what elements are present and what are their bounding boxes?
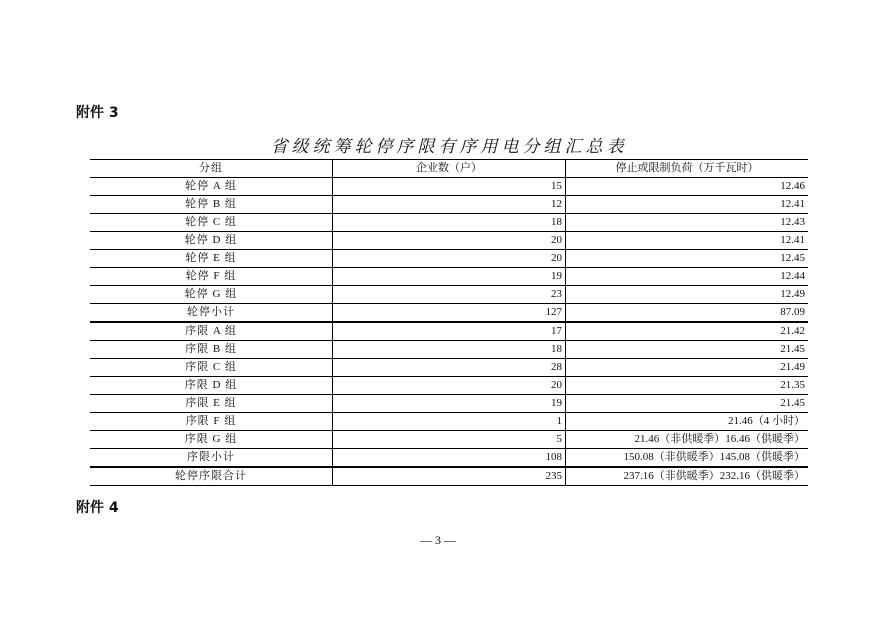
cell-group: 序限 B 组 <box>90 341 333 359</box>
table-row <box>90 268 808 286</box>
table-row <box>90 250 808 268</box>
cell-count: 5 <box>333 431 566 449</box>
cell-load: 12.41 <box>566 196 809 214</box>
attachment-label-3: 附件 3 <box>76 105 119 121</box>
cell-count: 108 <box>333 449 566 468</box>
table-row <box>90 322 808 341</box>
cell-count: 20 <box>333 377 566 395</box>
cell-group: 轮停 B 组 <box>90 196 333 214</box>
cell-group: 轮停 C 组 <box>90 214 333 232</box>
cell-group: 轮停序限合计 <box>90 467 333 486</box>
cell-count: 15 <box>333 178 566 196</box>
cell-load: 21.45 <box>566 395 809 413</box>
table-row <box>90 395 808 413</box>
cell-group: 序限 A 组 <box>90 322 333 341</box>
cell-group: 轮停 A 组 <box>90 178 333 196</box>
table-row <box>90 431 808 449</box>
cell-count: 28 <box>333 359 566 377</box>
cell-count: 18 <box>333 214 566 232</box>
cell-count: 12 <box>333 196 566 214</box>
summary-table <box>90 159 808 486</box>
cell-group: 序限 D 组 <box>90 377 333 395</box>
cell-load: 12.46 <box>566 178 809 196</box>
cell-load: 237.16（非供暖季）232.16（供暖季） <box>566 467 809 486</box>
cell-count: 17 <box>333 322 566 341</box>
table-row <box>90 214 808 232</box>
cell-load: 21.42 <box>566 322 809 341</box>
cell-group: 序限 G 组 <box>90 431 333 449</box>
table-row <box>90 341 808 359</box>
page-number: — 3 — <box>420 533 456 547</box>
cell-load: 12.43 <box>566 214 809 232</box>
column-header-load: 停止或限制负荷（万千瓦时） <box>566 160 809 178</box>
cell-load: 12.45 <box>566 250 809 268</box>
cell-load: 87.09 <box>566 304 809 323</box>
cell-load: 12.41 <box>566 232 809 250</box>
table-row <box>90 196 808 214</box>
table-row <box>90 467 808 486</box>
cell-count: 127 <box>333 304 566 323</box>
cell-load: 12.49 <box>566 286 809 304</box>
cell-load: 21.46（4 小时） <box>566 413 809 431</box>
column-header-group: 分组 <box>90 160 333 178</box>
cell-load: 21.46（非供暖季）16.46（供暖季） <box>566 431 809 449</box>
cell-load: 21.49 <box>566 359 809 377</box>
attachment-label-4: 附件 4 <box>76 500 119 516</box>
table-row <box>90 413 808 431</box>
cell-load: 150.08（非供暖季）145.08（供暖季） <box>566 449 809 468</box>
cell-count: 19 <box>333 268 566 286</box>
table-title: 省级统筹轮停序限有序用电分组汇总表 <box>270 137 628 157</box>
cell-group: 轮停 D 组 <box>90 232 333 250</box>
cell-group: 轮停 E 组 <box>90 250 333 268</box>
cell-count: 20 <box>333 232 566 250</box>
table-row <box>90 377 808 395</box>
cell-count: 18 <box>333 341 566 359</box>
cell-group: 轮停小计 <box>90 304 333 323</box>
cell-count: 23 <box>333 286 566 304</box>
cell-group: 序限小计 <box>90 449 333 468</box>
table-body <box>90 178 808 486</box>
table-header-row <box>90 160 808 178</box>
cell-group: 序限 E 组 <box>90 395 333 413</box>
cell-count: 20 <box>333 250 566 268</box>
table-row <box>90 178 808 196</box>
table-row <box>90 304 808 323</box>
column-header-count: 企业数（户） <box>333 160 566 178</box>
cell-count: 19 <box>333 395 566 413</box>
cell-group: 轮停 F 组 <box>90 268 333 286</box>
cell-count: 235 <box>333 467 566 486</box>
cell-load: 21.45 <box>566 341 809 359</box>
table-row <box>90 286 808 304</box>
table-row <box>90 449 808 468</box>
cell-load: 12.44 <box>566 268 809 286</box>
cell-group: 序限 F 组 <box>90 413 333 431</box>
cell-count: 1 <box>333 413 566 431</box>
table-row <box>90 232 808 250</box>
cell-group: 序限 C 组 <box>90 359 333 377</box>
cell-load: 21.35 <box>566 377 809 395</box>
table-row <box>90 359 808 377</box>
cell-group: 轮停 G 组 <box>90 286 333 304</box>
